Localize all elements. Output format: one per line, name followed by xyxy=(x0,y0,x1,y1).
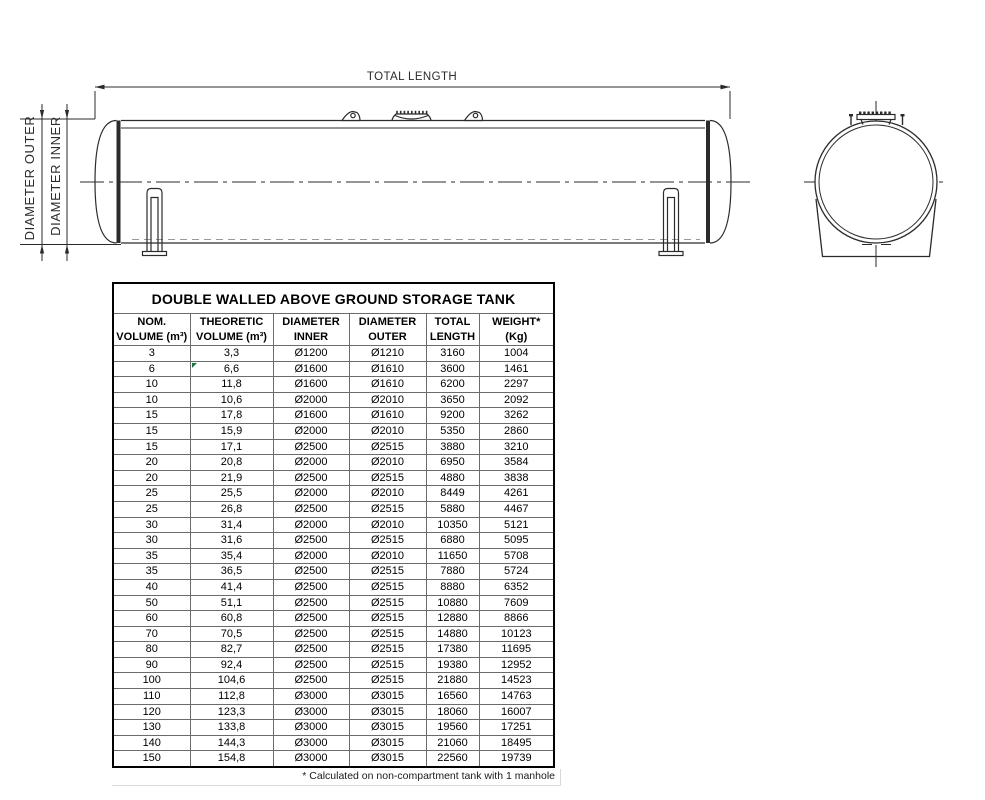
table-cell: Ø1610 xyxy=(349,361,426,377)
table-cell: Ø2500 xyxy=(273,642,349,658)
table-cell: 20,8 xyxy=(190,455,273,471)
table-cell: Ø2500 xyxy=(273,657,349,673)
table-title-row xyxy=(113,283,554,314)
table-cell: 35 xyxy=(113,564,190,580)
table-row xyxy=(113,735,554,751)
diameter-inner-label: DIAMETER INNER xyxy=(48,116,63,236)
table-cell: Ø1200 xyxy=(273,346,349,362)
table-row xyxy=(113,486,554,502)
table-cell: 82,7 xyxy=(190,642,273,658)
table-cell: 19560 xyxy=(426,720,479,736)
table-cell: 154,8 xyxy=(190,751,273,767)
table-cell: 41,4 xyxy=(190,579,273,595)
table-row xyxy=(113,377,554,393)
header-row xyxy=(113,314,554,346)
column-header: NOM. VOLUME (m³) xyxy=(113,314,190,346)
table-cell: 112,8 xyxy=(190,689,273,705)
table-cell: 2297 xyxy=(479,377,554,393)
table-row xyxy=(113,361,554,377)
table-cell: 6,6 xyxy=(190,361,273,377)
right-support-leg xyxy=(659,189,683,256)
table-cell: 12952 xyxy=(479,657,554,673)
table-row xyxy=(113,533,554,549)
table-cell: 2860 xyxy=(479,423,554,439)
table-footnote: * Calculated on non-compartment tank with 1 manhole xyxy=(112,769,561,786)
table-cell: Ø2515 xyxy=(349,673,426,689)
table-cell: 16560 xyxy=(426,689,479,705)
table-cell: 3,3 xyxy=(190,346,273,362)
table-cell: 92,4 xyxy=(190,657,273,673)
table-cell: 5095 xyxy=(479,533,554,549)
lifting-lug-icon xyxy=(465,112,483,121)
table-cell: 3600 xyxy=(426,361,479,377)
table-cell: 10350 xyxy=(426,517,479,533)
spec-table-container xyxy=(112,282,564,786)
table-cell: Ø3000 xyxy=(273,751,349,767)
column-header: DIAMETER OUTER xyxy=(349,314,426,346)
manhole-side-icon xyxy=(392,111,431,121)
table-cell: Ø3000 xyxy=(273,735,349,751)
table-cell: 4880 xyxy=(426,470,479,486)
nozzle-icon xyxy=(849,114,853,125)
table-cell: 144,3 xyxy=(190,735,273,751)
table-row xyxy=(113,470,554,486)
table-row xyxy=(113,642,554,658)
table-cell: 21060 xyxy=(426,735,479,751)
table-cell: Ø1610 xyxy=(349,377,426,393)
tank-side-view xyxy=(80,111,755,256)
table-cell: 10 xyxy=(113,392,190,408)
table-cell: Ø2500 xyxy=(273,564,349,580)
table-cell: 17,1 xyxy=(190,439,273,455)
table-cell: Ø2515 xyxy=(349,611,426,627)
end-view-outer-shell xyxy=(815,121,937,243)
table-cell: 31,4 xyxy=(190,517,273,533)
table-cell: Ø3015 xyxy=(349,689,426,705)
table-cell: Ø2515 xyxy=(349,579,426,595)
table-cell: 4261 xyxy=(479,486,554,502)
table-cell: 18495 xyxy=(479,735,554,751)
comment-marker xyxy=(192,363,197,368)
table-cell: 104,6 xyxy=(190,673,273,689)
table-cell: 10 xyxy=(113,377,190,393)
table-cell: 12880 xyxy=(426,611,479,627)
table-row xyxy=(113,501,554,517)
table-cell: Ø2010 xyxy=(349,455,426,471)
table-cell: 50 xyxy=(113,595,190,611)
table-cell: 140 xyxy=(113,735,190,751)
table-cell: Ø2010 xyxy=(349,517,426,533)
table-cell: 25,5 xyxy=(190,486,273,502)
table-row xyxy=(113,423,554,439)
table-cell: Ø1210 xyxy=(349,346,426,362)
table-cell: Ø2000 xyxy=(273,548,349,564)
table-row xyxy=(113,517,554,533)
table-row xyxy=(113,548,554,564)
table-cell: 18060 xyxy=(426,704,479,720)
table-cell: Ø2010 xyxy=(349,392,426,408)
table-cell: 25 xyxy=(113,486,190,502)
table-cell: 60,8 xyxy=(190,611,273,627)
table-cell: 2092 xyxy=(479,392,554,408)
table-cell: 8449 xyxy=(426,486,479,502)
tank-drawing xyxy=(0,0,985,280)
table-cell: Ø2000 xyxy=(273,392,349,408)
table-cell: 123,3 xyxy=(190,704,273,720)
left-support-leg xyxy=(143,189,167,256)
table-cell: 10880 xyxy=(426,595,479,611)
table-cell: 6880 xyxy=(426,533,479,549)
table-cell: 1004 xyxy=(479,346,554,362)
table-cell: Ø1610 xyxy=(349,408,426,424)
table-cell: 7880 xyxy=(426,564,479,580)
table-cell: 5121 xyxy=(479,517,554,533)
table-cell: 130 xyxy=(113,720,190,736)
table-cell: Ø2515 xyxy=(349,657,426,673)
table-cell: 22560 xyxy=(426,751,479,767)
table-cell: Ø2500 xyxy=(273,673,349,689)
table-row xyxy=(113,455,554,471)
table-cell: 6352 xyxy=(479,579,554,595)
table-cell: 3650 xyxy=(426,392,479,408)
column-header: TOTAL LENGTH xyxy=(426,314,479,346)
table-cell: Ø1600 xyxy=(273,361,349,377)
table-cell: Ø1600 xyxy=(273,377,349,393)
table-row xyxy=(113,564,554,580)
table-cell: Ø2500 xyxy=(273,501,349,517)
table-cell: Ø2515 xyxy=(349,439,426,455)
lifting-lug-icon xyxy=(342,112,360,121)
table-cell: 36,5 xyxy=(190,564,273,580)
table-cell: 70,5 xyxy=(190,626,273,642)
table-cell: Ø2500 xyxy=(273,595,349,611)
table-row xyxy=(113,611,554,627)
column-header: THEORETIC VOLUME (m³) xyxy=(190,314,273,346)
table-cell: Ø2010 xyxy=(349,423,426,439)
column-header: WEIGHT* (Kg) xyxy=(479,314,554,346)
table-cell: Ø3000 xyxy=(273,720,349,736)
table-cell: 90 xyxy=(113,657,190,673)
table-cell: Ø2000 xyxy=(273,517,349,533)
table-cell: Ø2515 xyxy=(349,533,426,549)
table-row xyxy=(113,595,554,611)
table-cell: 120 xyxy=(113,704,190,720)
table-cell: 11,8 xyxy=(190,377,273,393)
table-cell: 10123 xyxy=(479,626,554,642)
table-cell: Ø2000 xyxy=(273,423,349,439)
table-cell: 8880 xyxy=(426,579,479,595)
table-cell: 15 xyxy=(113,423,190,439)
table-cell: 11695 xyxy=(479,642,554,658)
table-cell: 14763 xyxy=(479,689,554,705)
table-cell: 3880 xyxy=(426,439,479,455)
table-cell: Ø3015 xyxy=(349,735,426,751)
table-row xyxy=(113,392,554,408)
table-cell: 70 xyxy=(113,626,190,642)
table-cell: 51,1 xyxy=(190,595,273,611)
table-cell: Ø3000 xyxy=(273,704,349,720)
table-cell: Ø2515 xyxy=(349,470,426,486)
table-cell: Ø2515 xyxy=(349,595,426,611)
diameter-outer-label: DIAMETER OUTER xyxy=(22,115,37,241)
table-cell: Ø3015 xyxy=(349,720,426,736)
table-row xyxy=(113,626,554,642)
table-cell: 16007 xyxy=(479,704,554,720)
table-cell: Ø3015 xyxy=(349,704,426,720)
table-row xyxy=(113,751,554,767)
table-row xyxy=(113,704,554,720)
table-cell: 60 xyxy=(113,611,190,627)
table-cell: 5350 xyxy=(426,423,479,439)
table-cell: Ø2010 xyxy=(349,548,426,564)
table-cell: Ø1600 xyxy=(273,408,349,424)
table-cell: 14523 xyxy=(479,673,554,689)
table-cell: 19380 xyxy=(426,657,479,673)
table-cell: Ø2500 xyxy=(273,470,349,486)
column-header: DIAMETER INNER xyxy=(273,314,349,346)
nozzle-icon xyxy=(901,114,905,125)
table-cell: 21,9 xyxy=(190,470,273,486)
table-cell: Ø2515 xyxy=(349,642,426,658)
table-cell: 110 xyxy=(113,689,190,705)
table-cell: 17380 xyxy=(426,642,479,658)
total-length-label: TOTAL LENGTH xyxy=(366,71,458,83)
table-cell: 21880 xyxy=(426,673,479,689)
table-cell: 3210 xyxy=(479,439,554,455)
table-cell: 3 xyxy=(113,346,190,362)
table-row xyxy=(113,346,554,362)
table-cell: 6 xyxy=(113,361,190,377)
table-cell: 9200 xyxy=(426,408,479,424)
table-cell: Ø2500 xyxy=(273,626,349,642)
table-cell: Ø3000 xyxy=(273,689,349,705)
table-cell: 30 xyxy=(113,517,190,533)
tank-end-view xyxy=(804,101,948,267)
table-cell: 100 xyxy=(113,673,190,689)
table-cell: Ø2515 xyxy=(349,564,426,580)
table-cell: Ø2000 xyxy=(273,455,349,471)
table-cell: 5708 xyxy=(479,548,554,564)
table-cell: 15,9 xyxy=(190,423,273,439)
table-row xyxy=(113,689,554,705)
table-row xyxy=(113,439,554,455)
spec-table xyxy=(112,282,555,768)
table-title: DOUBLE WALLED ABOVE GROUND STORAGE TANK xyxy=(113,283,554,314)
table-cell: Ø2010 xyxy=(349,486,426,502)
table-row xyxy=(113,720,554,736)
table-cell: 15 xyxy=(113,408,190,424)
table-cell: 40 xyxy=(113,579,190,595)
table-cell: 17251 xyxy=(479,720,554,736)
table-cell: 6200 xyxy=(426,377,479,393)
table-cell: 3160 xyxy=(426,346,479,362)
table-cell: Ø3015 xyxy=(349,751,426,767)
table-cell: 20 xyxy=(113,470,190,486)
table-cell: 3584 xyxy=(479,455,554,471)
table-cell: 7609 xyxy=(479,595,554,611)
table-cell: Ø2500 xyxy=(273,579,349,595)
table-cell: 31,6 xyxy=(190,533,273,549)
table-cell: 3838 xyxy=(479,470,554,486)
table-cell: 14880 xyxy=(426,626,479,642)
table-cell: 30 xyxy=(113,533,190,549)
table-row xyxy=(113,408,554,424)
table-cell: 80 xyxy=(113,642,190,658)
table-cell: 11650 xyxy=(426,548,479,564)
table-cell: Ø2500 xyxy=(273,533,349,549)
table-cell: 3262 xyxy=(479,408,554,424)
table-row xyxy=(113,673,554,689)
table-row xyxy=(113,579,554,595)
tank-table-body xyxy=(113,346,554,768)
table-cell: Ø2000 xyxy=(273,486,349,502)
table-cell: 10,6 xyxy=(190,392,273,408)
table-cell: 26,8 xyxy=(190,501,273,517)
table-cell: 25 xyxy=(113,501,190,517)
table-cell: 35 xyxy=(113,548,190,564)
table-cell: 1461 xyxy=(479,361,554,377)
table-cell: 15 xyxy=(113,439,190,455)
table-row xyxy=(113,657,554,673)
table-cell: 6950 xyxy=(426,455,479,471)
table-cell: Ø2500 xyxy=(273,611,349,627)
table-cell: Ø2515 xyxy=(349,501,426,517)
table-cell: 133,8 xyxy=(190,720,273,736)
table-cell: 5880 xyxy=(426,501,479,517)
table-cell: Ø2515 xyxy=(349,626,426,642)
table-cell: 4467 xyxy=(479,501,554,517)
table-cell: 8866 xyxy=(479,611,554,627)
table-cell: 5724 xyxy=(479,564,554,580)
table-cell: 17,8 xyxy=(190,408,273,424)
table-cell: 150 xyxy=(113,751,190,767)
table-cell: 19739 xyxy=(479,751,554,767)
table-cell: 35,4 xyxy=(190,548,273,564)
table-cell: Ø2500 xyxy=(273,439,349,455)
table-cell: 20 xyxy=(113,455,190,471)
